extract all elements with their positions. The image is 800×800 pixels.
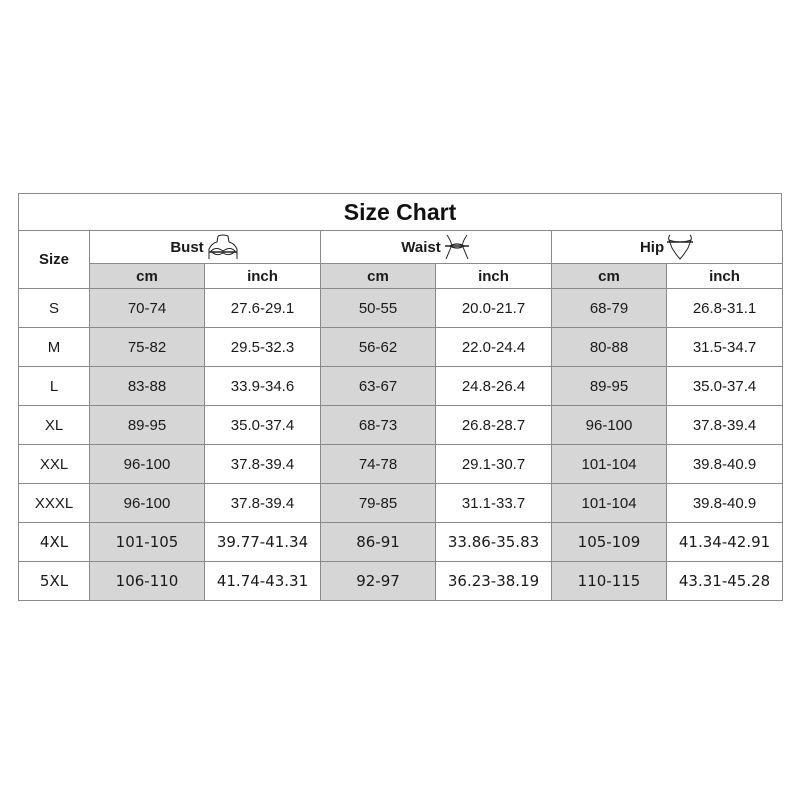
bust-icon xyxy=(206,234,240,260)
unit-header: cm xyxy=(552,264,667,289)
table-cell: 29.5-32.3 xyxy=(205,328,321,367)
table-cell: 96-100 xyxy=(552,406,667,445)
table-cell: 33.9-34.6 xyxy=(205,367,321,406)
table-cell: 96-100 xyxy=(90,484,205,523)
unit-header-row xyxy=(19,264,783,289)
table-cell: 89-95 xyxy=(552,367,667,406)
table-cell: 27.6-29.1 xyxy=(205,289,321,328)
table-cell: 31.1-33.7 xyxy=(436,484,552,523)
table-cell: 101-104 xyxy=(552,445,667,484)
table-row xyxy=(19,328,783,367)
table-cell: 31.5-34.7 xyxy=(667,328,783,367)
table-cell: 110-115 xyxy=(552,562,667,601)
table-cell: 35.0-37.4 xyxy=(667,367,783,406)
table-cell: 101-105 xyxy=(90,523,205,562)
size-cell: S xyxy=(19,289,90,328)
table-cell: 41.34-42.91 xyxy=(667,523,783,562)
table-cell: 70-74 xyxy=(90,289,205,328)
table-cell: 74-78 xyxy=(321,445,436,484)
table-cell: 39.77-41.34 xyxy=(205,523,321,562)
table-row xyxy=(19,484,783,523)
table-cell: 39.8-40.9 xyxy=(667,445,783,484)
size-cell: 4XL xyxy=(19,523,90,562)
table-cell: 68-73 xyxy=(321,406,436,445)
table-row xyxy=(19,445,783,484)
table-row xyxy=(19,367,783,406)
size-table xyxy=(18,230,783,601)
bust-group-header xyxy=(90,231,321,264)
table-row xyxy=(19,406,783,445)
table-cell: 80-88 xyxy=(552,328,667,367)
unit-header: cm xyxy=(90,264,205,289)
table-cell: 29.1-30.7 xyxy=(436,445,552,484)
waist-label: Waist xyxy=(401,238,441,256)
table-cell: 79-85 xyxy=(321,484,436,523)
table-cell: 33.86-35.83 xyxy=(436,523,552,562)
chart-title: Size Chart xyxy=(18,193,782,230)
table-cell: 68-79 xyxy=(552,289,667,328)
unit-header: inch xyxy=(205,264,321,289)
size-column-header: Size xyxy=(19,231,90,289)
table-cell: 37.8-39.4 xyxy=(205,445,321,484)
waist-group-header xyxy=(321,231,552,264)
table-cell: 86-91 xyxy=(321,523,436,562)
table-cell: 35.0-37.4 xyxy=(205,406,321,445)
table-cell: 43.31-45.28 xyxy=(667,562,783,601)
table-cell: 92-97 xyxy=(321,562,436,601)
size-cell: XXL xyxy=(19,445,90,484)
table-cell: 50-55 xyxy=(321,289,436,328)
table-cell: 105-109 xyxy=(552,523,667,562)
group-header-row xyxy=(19,231,783,264)
table-cell: 22.0-24.4 xyxy=(436,328,552,367)
table-cell: 63-67 xyxy=(321,367,436,406)
table-cell: 41.74-43.31 xyxy=(205,562,321,601)
table-cell: 89-95 xyxy=(90,406,205,445)
unit-header: cm xyxy=(321,264,436,289)
table-cell: 101-104 xyxy=(552,484,667,523)
size-cell: M xyxy=(19,328,90,367)
table-cell: 39.8-40.9 xyxy=(667,484,783,523)
table-cell: 56-62 xyxy=(321,328,436,367)
table-cell: 106-110 xyxy=(90,562,205,601)
size-cell: XXXL xyxy=(19,484,90,523)
table-cell: 37.8-39.4 xyxy=(205,484,321,523)
unit-header: inch xyxy=(667,264,783,289)
table-cell: 36.23-38.19 xyxy=(436,562,552,601)
table-cell: 37.8-39.4 xyxy=(667,406,783,445)
table-cell: 83-88 xyxy=(90,367,205,406)
hip-icon xyxy=(666,234,694,260)
table-cell: 20.0-21.7 xyxy=(436,289,552,328)
table-cell: 75-82 xyxy=(90,328,205,367)
table-row xyxy=(19,289,783,328)
hip-label: Hip xyxy=(639,238,665,256)
table-cell: 26.8-28.7 xyxy=(436,406,552,445)
unit-header: inch xyxy=(436,264,552,289)
table-cell: 96-100 xyxy=(90,445,205,484)
waist-icon xyxy=(443,234,471,260)
size-cell: L xyxy=(19,367,90,406)
table-cell: 26.8-31.1 xyxy=(667,289,783,328)
bust-label: Bust xyxy=(170,238,204,256)
table-row xyxy=(19,562,783,601)
hip-group-header xyxy=(552,231,783,264)
table-row xyxy=(19,523,783,562)
size-cell: XL xyxy=(19,406,90,445)
size-cell: 5XL xyxy=(19,562,90,601)
size-chart xyxy=(18,193,782,601)
table-cell: 24.8-26.4 xyxy=(436,367,552,406)
